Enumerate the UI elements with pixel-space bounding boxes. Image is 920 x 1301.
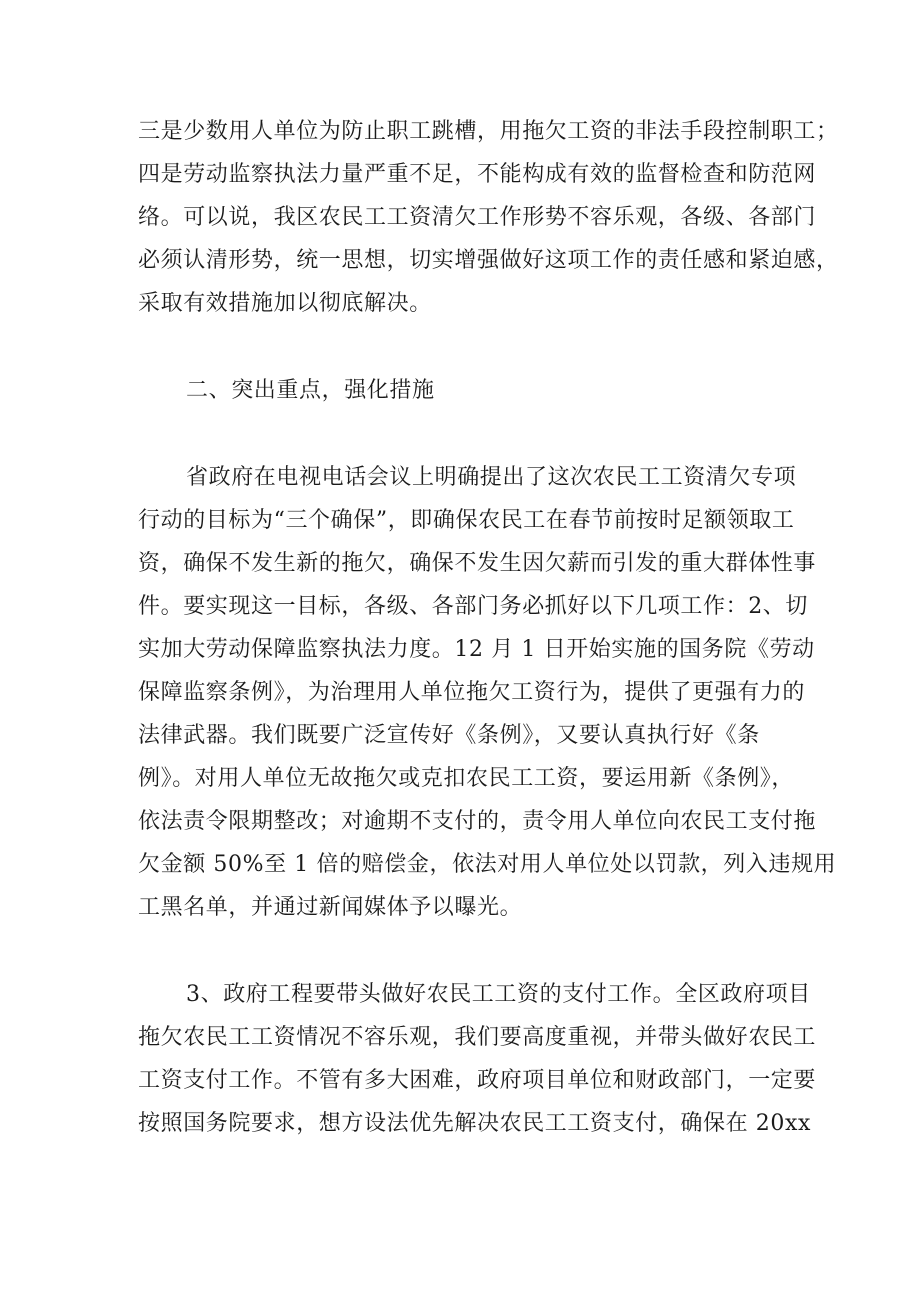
- section-heading: 二、突出重点，强化措施: [186, 378, 435, 403]
- paragraph-3-line-1: 3、政府工程要带头做好农民工工资的支付工作。全区政府项目: [186, 982, 811, 1007]
- paragraph-2-line-3: 资，确保不发生新的拖欠，确保不发生因欠薪而引发的重大群体性事: [138, 551, 817, 576]
- paragraph-2-line-7: 法律武器。我们既要广泛宣传好《条例》，又要认真执行好《条: [138, 723, 760, 748]
- paragraph-2-line-2: 行动的目标为“三个确保”，即确保农民工在春节前按时足额领取工: [138, 508, 795, 533]
- paragraph-3-line-4: 按照国务院要求，想方设法优先解决农民工工资支付，确保在 20xx: [138, 1111, 812, 1136]
- paragraph-2-line-6: 保障监察条例》，为治理用人单位拖欠工资行为，提供了更强有力的: [138, 680, 806, 705]
- paragraph-2-line-1: 省政府在电视电话会议上明确提出了这次农民工工资清欠专项: [186, 465, 797, 490]
- paragraph-2-line-10: 欠金额 50%至 1 倍的赔偿金，依法对用人单位处以罚款，列入违规用: [138, 852, 837, 877]
- paragraph-2-line-8: 例》。对用人单位无故拖欠或克扣农民工工资，要运用新《条例》，: [138, 766, 795, 791]
- paragraph-1-line-4: 必须认清形势，统一思想，切实增强做好这项工作的责任感和紧迫感，: [138, 248, 839, 273]
- paragraph-2-line-4: 件。要实现这一目标，各级、各部门务必抓好以下几项工作：2、切: [138, 594, 808, 619]
- paragraph-2-line-5: 实加大劳动保障监察执法力度。12 月 1 日开始实施的国务院《劳动: [138, 637, 815, 662]
- paragraph-1-line-1: 三是少数用人单位为防止职工跳槽，用拖欠工资的非法手段控制职工；: [138, 119, 839, 144]
- paragraph-3-line-3: 工资支付工作。不管有多大困难，政府项目单位和财政部门，一定要: [138, 1068, 817, 1093]
- paragraph-2-line-11: 工黑名单，并通过新闻媒体予以曝光。: [138, 895, 523, 920]
- paragraph-2-line-9: 依法责令限期整改；对逾期不支付的，责令用人单位向农民工支付拖: [138, 809, 817, 834]
- paragraph-1-line-3: 络。可以说，我区农民工工资清欠工作形势不容乐观，各级、各部门: [138, 205, 817, 230]
- paragraph-1-line-2: 四是劳动监察执法力量严重不足，不能构成有效的监督检查和防范网: [138, 162, 817, 187]
- paragraph-3-line-2: 拖欠农民工工资情况不容乐观，我们要高度重视，并带头做好农民工: [138, 1025, 817, 1050]
- paragraph-1-line-5: 采取有效措施加以彻底解决。: [138, 291, 432, 316]
